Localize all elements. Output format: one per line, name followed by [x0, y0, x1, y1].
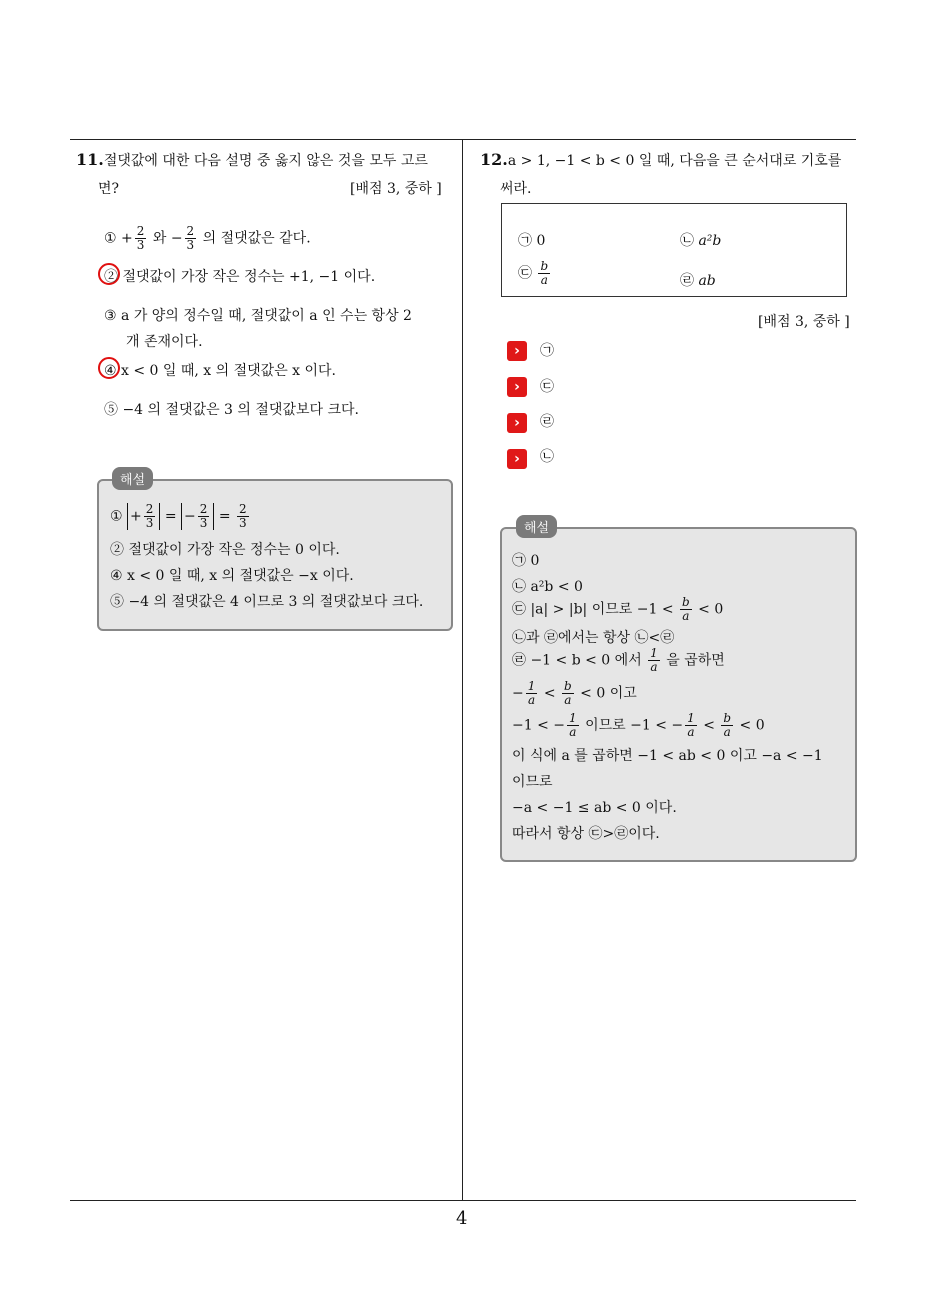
q12-expl-line6: − $\frac{1}{a}$ < $\frac{b}{a}$ < 0 이고 [512, 679, 637, 707]
q12-explanation-label: 해설 [516, 515, 557, 538]
q12-expl-line8: 이 식에 a 를 곱하면 −1 < ab < 0 이고 −a < −1 [512, 748, 823, 764]
option-text: + [121, 230, 133, 247]
q12-expl-line9: 이므로 [512, 774, 553, 790]
q11-header [76, 150, 428, 170]
answer-arrow-icon: › [507, 377, 527, 397]
q12-number: 12. [480, 150, 508, 169]
q11-meta: [배점 3, 중하 ] [350, 181, 442, 197]
q11-option-2[interactable] [104, 266, 375, 286]
q11-option-4[interactable] [104, 360, 336, 380]
q11-text-line1: 절댓값에 대한 다음 설명 중 옳지 않은 것을 모두 고르 [103, 153, 428, 169]
q11-text-line2: 면? [98, 181, 120, 197]
q11-expl-line4: ⑤ −4 의 절댓값은 4 이므로 3 의 절댓값보다 크다. [110, 594, 424, 610]
q11-expl-line1: ① + $\frac{2}{3}$ = − $\frac{2}{3}$ = $\frac{2}{3}$ [110, 502, 247, 530]
top-rule [70, 139, 856, 140]
answer-item: ㉣ [540, 414, 554, 430]
q12-expl-line2: ㉡ a²b < 0 [512, 579, 583, 595]
q12-meta: [배점 3, 중하 ] [758, 314, 850, 330]
q12-expl-line4: ㉡과 ㉣에서는 항상 ㉡<㉣ [512, 630, 675, 646]
q12-text-line1: a > 1, −1 < b < 0 일 때, 다음을 큰 순서대로 기호를 [507, 153, 842, 169]
option-text: 절댓값이 가장 작은 정수는 +1, −1 이다. [122, 269, 376, 285]
q11-option-3[interactable] [104, 305, 412, 325]
option-text: 와 − [148, 230, 183, 247]
option-mark: ④ [104, 363, 117, 379]
option-mark: ② [104, 269, 118, 285]
q11-option-1[interactable] [104, 225, 311, 252]
option-text: 의 절댓값은 같다. [198, 230, 311, 247]
answer-arrow-icon: › [507, 413, 527, 433]
bottom-rule [70, 1200, 856, 1201]
column-divider [462, 139, 463, 1201]
q12-expl-line5: ㉣ −1 < b < 0 에서 $\frac{1}{a}$ 을 곱하면 [512, 646, 725, 674]
answer-item: ㉡ [540, 449, 554, 465]
choice-g: ㉠ 0 [518, 233, 546, 249]
fraction: $\frac{2}{3}$ [136, 224, 145, 252]
choice-r: ㉣ ab [680, 273, 716, 289]
q11-explanation-label: 해설 [112, 467, 153, 490]
q11-number: 11. [76, 150, 104, 169]
choice-n: ㉡ a²b [680, 233, 722, 249]
q12-text-line2: 써라. [500, 181, 532, 197]
q12-expl-line1: ㉠ 0 [512, 553, 540, 569]
q12-header [480, 150, 841, 170]
q11-expl-line2: ② 절댓값이 가장 작은 정수는 0 이다. [110, 542, 340, 558]
fraction: $\frac{2}{3}$ [186, 224, 195, 252]
answer-item: ㉢ [540, 379, 554, 395]
option-mark: ③ [104, 308, 117, 324]
q12-expl-line7: −1 < − $\frac{1}{a}$ 이므로 −1 < − $\frac{1}{a}$ < $\frac{b}{a}$ < 0 [512, 711, 765, 739]
q11-option-5[interactable] [104, 399, 359, 419]
answer-arrow-icon: › [507, 449, 527, 469]
q12-expl-line11: 따라서 항상 ㉢>㉣이다. [512, 826, 660, 842]
option-text: x < 0 일 때, x 의 절댓값은 x 이다. [121, 363, 337, 379]
option-text: −4 의 절댓값은 3 의 절댓값보다 크다. [122, 402, 359, 418]
abs-value: + $\frac{2}{3}$ [127, 503, 160, 530]
answer-arrow-icon: › [507, 341, 527, 361]
option-text: a 가 양의 정수일 때, 절댓값이 a 인 수는 항상 2 [121, 308, 412, 324]
q11-option-3-cont: 개 존재이다. [126, 334, 203, 350]
q12-expl-line10: −a < −1 ≤ ab < 0 이다. [512, 800, 677, 816]
choice-d: ㉢ $\frac{b}{a}$ [518, 259, 549, 287]
page-number: 4 [456, 1208, 468, 1229]
answer-item: ㉠ [540, 343, 554, 359]
q11-expl-line3: ④ x < 0 일 때, x 의 절댓값은 −x 이다. [110, 568, 354, 584]
q12-expl-line3: ㉢ |a| > |b| 이므로 −1 < $\frac{b}{a}$ < 0 [512, 595, 724, 623]
option-mark: ⑤ [104, 402, 118, 418]
abs-value: − $\frac{2}{3}$ [181, 503, 214, 530]
q12-choice-box [501, 203, 847, 297]
option-mark: ① [104, 230, 117, 247]
